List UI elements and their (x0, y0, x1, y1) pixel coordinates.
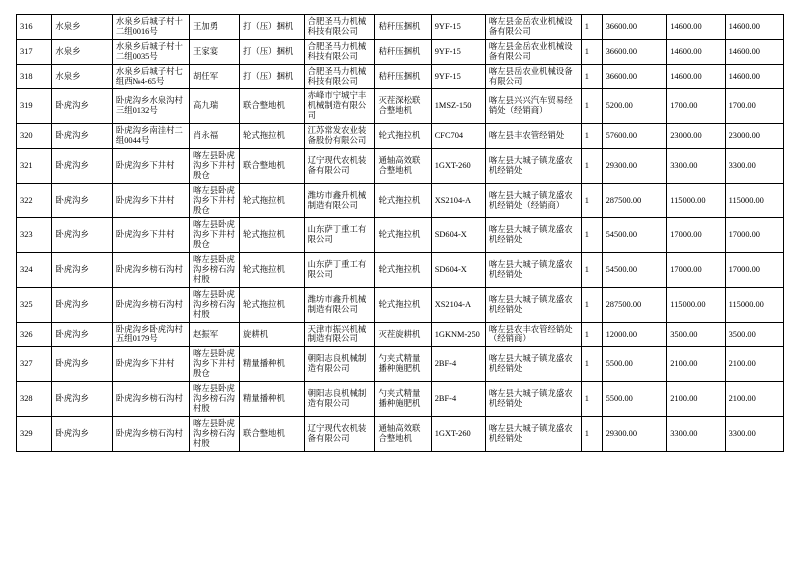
cell-index: 317 (17, 39, 52, 64)
cell-manufacturer: 潍坊市鑫升机械制造有限公司 (304, 183, 375, 218)
cell-price: 287500.00 (602, 287, 667, 322)
cell-purchaser: 喀左县卧虎沟乡榜石沟村殷 (189, 382, 239, 417)
cell-index: 326 (17, 322, 52, 347)
cell-subsidy: 2100.00 (667, 382, 725, 417)
table-row (17, 89, 784, 124)
cell-manufacturer: 合肥圣马力机械科技有限公司 (304, 39, 375, 64)
cell-index: 325 (17, 287, 52, 322)
cell-index: 319 (17, 89, 52, 124)
cell-dealer: 喀左县大城子镇龙盛农机经销处 (485, 416, 581, 451)
table-row (17, 39, 784, 64)
cell-price: 12000.00 (602, 322, 667, 347)
cell-index: 322 (17, 183, 52, 218)
cell-machine-name: 秸秆压捆机 (375, 15, 431, 40)
cell-price: 54500.00 (602, 218, 667, 253)
cell-subsidy: 3300.00 (667, 148, 725, 183)
cell-village: 卧虎沟乡水泉沟村三组0132号 (112, 89, 189, 124)
cell-machine-type: 精量播种机 (239, 382, 304, 417)
cell-town: 水泉乡 (52, 64, 112, 89)
cell-machine-name: 轮式拖拉机 (375, 124, 431, 149)
cell-subsidy-total: 3300.00 (725, 148, 783, 183)
cell-machine-name: 轮式拖拉机 (375, 287, 431, 322)
cell-quantity: 1 (581, 39, 602, 64)
subsidy-table (16, 14, 784, 452)
cell-model: SD604-X (431, 218, 485, 253)
cell-dealer: 喀左县金岳农业机械设备有限公司 (485, 39, 581, 64)
cell-machine-name: 灭茬旋耕机 (375, 322, 431, 347)
table-row (17, 218, 784, 253)
cell-index: 324 (17, 253, 52, 288)
cell-village: 卧虎沟乡榜石沟村 (112, 253, 189, 288)
cell-purchaser: 喀左县卧虎沟乡榜石沟村殷 (189, 287, 239, 322)
cell-dealer: 喀左县大城子镇龙盛农机经销处 (485, 382, 581, 417)
cell-machine-name: 秸秆压捆机 (375, 64, 431, 89)
cell-machine-type: 打（压）捆机 (239, 39, 304, 64)
cell-machine-type: 联合整地机 (239, 148, 304, 183)
cell-village: 水泉乡后城子村十二组0016号 (112, 15, 189, 40)
cell-subsidy: 115000.00 (667, 287, 725, 322)
cell-index: 328 (17, 382, 52, 417)
cell-manufacturer: 合肥圣马力机械科技有限公司 (304, 64, 375, 89)
table-row (17, 382, 784, 417)
cell-machine-type: 打（压）捆机 (239, 15, 304, 40)
cell-model: XS2104-A (431, 183, 485, 218)
cell-index: 321 (17, 148, 52, 183)
cell-manufacturer: 辽宁现代农机装备有限公司 (304, 148, 375, 183)
table-row (17, 287, 784, 322)
cell-subsidy-total: 1700.00 (725, 89, 783, 124)
cell-dealer: 喀左县大城子镇龙盛农机经销处 (485, 287, 581, 322)
cell-machine-type: 打（压）捆机 (239, 64, 304, 89)
cell-machine-type: 轮式拖拉机 (239, 287, 304, 322)
cell-dealer: 喀左县兴兴汽车贸易经销处（经销商） (485, 89, 581, 124)
cell-subsidy-total: 14600.00 (725, 64, 783, 89)
cell-price: 54500.00 (602, 253, 667, 288)
cell-subsidy: 23000.00 (667, 124, 725, 149)
cell-purchaser: 胡任军 (189, 64, 239, 89)
cell-quantity: 1 (581, 347, 602, 382)
cell-model: SD604-X (431, 253, 485, 288)
cell-purchaser: 喀左县卧虎沟乡下井村殷仓 (189, 148, 239, 183)
cell-model: 1MSZ-150 (431, 89, 485, 124)
cell-quantity: 1 (581, 218, 602, 253)
cell-machine-name: 轮式拖拉机 (375, 183, 431, 218)
cell-subsidy: 17000.00 (667, 253, 725, 288)
cell-dealer: 喀左县金岳农业机械设备有限公司 (485, 15, 581, 40)
cell-subsidy-total: 115000.00 (725, 183, 783, 218)
cell-subsidy-total: 2100.00 (725, 347, 783, 382)
cell-subsidy-total: 23000.00 (725, 124, 783, 149)
cell-machine-type: 轮式拖拉机 (239, 183, 304, 218)
cell-machine-name: 勺夹式精量播种施肥机 (375, 347, 431, 382)
cell-index: 320 (17, 124, 52, 149)
cell-machine-type: 精量播种机 (239, 347, 304, 382)
cell-village: 卧虎沟乡下井村 (112, 148, 189, 183)
cell-village: 卧虎沟乡南洼村二组0044号 (112, 124, 189, 149)
cell-dealer: 喀左县岳农业机械设备有限公司 (485, 64, 581, 89)
table-row (17, 148, 784, 183)
cell-subsidy-total: 17000.00 (725, 218, 783, 253)
cell-manufacturer: 江苏常发农业装备股份有限公司 (304, 124, 375, 149)
cell-village: 卧虎沟乡下井村 (112, 347, 189, 382)
cell-town: 卧虎沟乡 (52, 148, 112, 183)
cell-price: 36600.00 (602, 39, 667, 64)
cell-dealer: 喀左县大城子镇龙盛农机经销处 (485, 347, 581, 382)
cell-machine-type: 旋耕机 (239, 322, 304, 347)
cell-subsidy-total: 3500.00 (725, 322, 783, 347)
cell-subsidy: 14600.00 (667, 39, 725, 64)
cell-town: 卧虎沟乡 (52, 218, 112, 253)
cell-dealer: 喀左县大城子镇龙盛农机经销处 (485, 148, 581, 183)
cell-manufacturer: 天津市振兴机械制造有限公司 (304, 322, 375, 347)
cell-subsidy: 1700.00 (667, 89, 725, 124)
cell-machine-type: 联合整地机 (239, 416, 304, 451)
cell-quantity: 1 (581, 416, 602, 451)
cell-subsidy: 17000.00 (667, 218, 725, 253)
cell-machine-name: 轮式拖拉机 (375, 218, 431, 253)
cell-model: 1GXT-260 (431, 148, 485, 183)
cell-model: XS2104-A (431, 287, 485, 322)
cell-village: 卧虎沟乡榜石沟村 (112, 416, 189, 451)
cell-town: 卧虎沟乡 (52, 89, 112, 124)
cell-dealer: 喀左县丰农管经销处 (485, 124, 581, 149)
cell-model: 9YF-15 (431, 15, 485, 40)
cell-price: 287500.00 (602, 183, 667, 218)
cell-machine-name: 秸秆压捆机 (375, 39, 431, 64)
cell-index: 318 (17, 64, 52, 89)
cell-model: 9YF-15 (431, 64, 485, 89)
cell-quantity: 1 (581, 253, 602, 288)
cell-purchaser: 赵振军 (189, 322, 239, 347)
cell-machine-type: 轮式拖拉机 (239, 124, 304, 149)
cell-town: 卧虎沟乡 (52, 183, 112, 218)
cell-purchaser: 肖永福 (189, 124, 239, 149)
cell-price: 5500.00 (602, 347, 667, 382)
cell-village: 卧虎沟乡下井村 (112, 183, 189, 218)
table-row (17, 253, 784, 288)
cell-price: 57600.00 (602, 124, 667, 149)
cell-manufacturer: 潍坊市鑫升机械制造有限公司 (304, 287, 375, 322)
cell-purchaser: 王加勇 (189, 15, 239, 40)
cell-price: 36600.00 (602, 64, 667, 89)
cell-village: 卧虎沟乡榜石沟村 (112, 382, 189, 417)
cell-price: 5500.00 (602, 382, 667, 417)
cell-machine-type: 轮式拖拉机 (239, 253, 304, 288)
cell-subsidy: 3500.00 (667, 322, 725, 347)
cell-dealer: 喀左县农丰农管经销处（经销商） (485, 322, 581, 347)
cell-village: 卧虎沟乡卧虎沟村五组0179号 (112, 322, 189, 347)
cell-subsidy-total: 3300.00 (725, 416, 783, 451)
cell-quantity: 1 (581, 183, 602, 218)
cell-quantity: 1 (581, 15, 602, 40)
cell-village: 卧虎沟乡榜石沟村 (112, 287, 189, 322)
cell-price: 29300.00 (602, 148, 667, 183)
cell-subsidy: 14600.00 (667, 64, 725, 89)
cell-quantity: 1 (581, 382, 602, 417)
cell-dealer: 喀左县大城子镇龙盛农机经销处 (485, 253, 581, 288)
cell-model: CFC704 (431, 124, 485, 149)
cell-town: 卧虎沟乡 (52, 382, 112, 417)
cell-quantity: 1 (581, 124, 602, 149)
cell-village: 卧虎沟乡下井村 (112, 218, 189, 253)
cell-town: 卧虎沟乡 (52, 124, 112, 149)
cell-machine-name: 通轴高效联合整地机 (375, 148, 431, 183)
table-row (17, 124, 784, 149)
cell-subsidy-total: 14600.00 (725, 15, 783, 40)
cell-quantity: 1 (581, 89, 602, 124)
table-row (17, 15, 784, 40)
cell-manufacturer: 朝阳志良机械制造有限公司 (304, 382, 375, 417)
cell-purchaser: 高九瑞 (189, 89, 239, 124)
cell-town: 水泉乡 (52, 39, 112, 64)
cell-index: 323 (17, 218, 52, 253)
cell-subsidy: 14600.00 (667, 15, 725, 40)
cell-village: 水泉乡后城子村十二组0035号 (112, 39, 189, 64)
cell-subsidy: 2100.00 (667, 347, 725, 382)
cell-subsidy-total: 14600.00 (725, 39, 783, 64)
cell-quantity: 1 (581, 322, 602, 347)
cell-dealer: 喀左县大城子镇龙盛农机经销处（经销商） (485, 183, 581, 218)
cell-machine-name: 通轴高效联合整地机 (375, 416, 431, 451)
cell-purchaser: 喀左县卧虎沟乡榜石沟村殷 (189, 253, 239, 288)
cell-manufacturer: 山东萨丁重工有限公司 (304, 253, 375, 288)
cell-quantity: 1 (581, 148, 602, 183)
cell-index: 329 (17, 416, 52, 451)
cell-model: 9YF-15 (431, 39, 485, 64)
cell-manufacturer: 山东萨丁重工有限公司 (304, 218, 375, 253)
cell-subsidy: 3300.00 (667, 416, 725, 451)
cell-town: 卧虎沟乡 (52, 416, 112, 451)
cell-manufacturer: 朝阳志良机械制造有限公司 (304, 347, 375, 382)
cell-subsidy: 115000.00 (667, 183, 725, 218)
cell-machine-type: 轮式拖拉机 (239, 218, 304, 253)
table-row (17, 183, 784, 218)
cell-machine-name: 灭茬深松联合整地机 (375, 89, 431, 124)
cell-town: 卧虎沟乡 (52, 347, 112, 382)
cell-price: 36600.00 (602, 15, 667, 40)
table-row (17, 347, 784, 382)
cell-manufacturer: 辽宁现代农机装备有限公司 (304, 416, 375, 451)
cell-purchaser: 喀左县卧虎沟乡下井村殷仓 (189, 347, 239, 382)
cell-index: 316 (17, 15, 52, 40)
cell-town: 水泉乡 (52, 15, 112, 40)
cell-purchaser: 喀左县卧虎沟乡榜石沟村殷 (189, 416, 239, 451)
cell-model: 2BF-4 (431, 347, 485, 382)
cell-machine-name: 轮式拖拉机 (375, 253, 431, 288)
cell-subsidy-total: 17000.00 (725, 253, 783, 288)
cell-model: 1GKNM-250 (431, 322, 485, 347)
cell-quantity: 1 (581, 287, 602, 322)
cell-manufacturer: 赤峰市宁城宁丰机械制造有限公司 (304, 89, 375, 124)
table-row (17, 416, 784, 451)
cell-model: 1GXT-260 (431, 416, 485, 451)
cell-model: 2BF-4 (431, 382, 485, 417)
cell-machine-name: 勺夹式精量播种施肥机 (375, 382, 431, 417)
cell-purchaser: 王家宴 (189, 39, 239, 64)
table-row (17, 64, 784, 89)
cell-manufacturer: 合肥圣马力机械科技有限公司 (304, 15, 375, 40)
cell-price: 29300.00 (602, 416, 667, 451)
cell-purchaser: 喀左县卧虎沟乡下井村殷仓 (189, 218, 239, 253)
cell-purchaser: 喀左县卧虎沟乡下井村殷仓 (189, 183, 239, 218)
cell-machine-type: 联合整地机 (239, 89, 304, 124)
cell-subsidy-total: 2100.00 (725, 382, 783, 417)
cell-town: 卧虎沟乡 (52, 253, 112, 288)
cell-subsidy-total: 115000.00 (725, 287, 783, 322)
cell-town: 卧虎沟乡 (52, 287, 112, 322)
cell-index: 327 (17, 347, 52, 382)
table-row (17, 322, 784, 347)
cell-price: 5200.00 (602, 89, 667, 124)
cell-quantity: 1 (581, 64, 602, 89)
cell-village: 水泉乡后城子村七组西№4-65号 (112, 64, 189, 89)
cell-town: 卧虎沟乡 (52, 322, 112, 347)
cell-dealer: 喀左县大城子镇龙盛农机经销处 (485, 218, 581, 253)
subsidy-table-body (17, 15, 784, 452)
